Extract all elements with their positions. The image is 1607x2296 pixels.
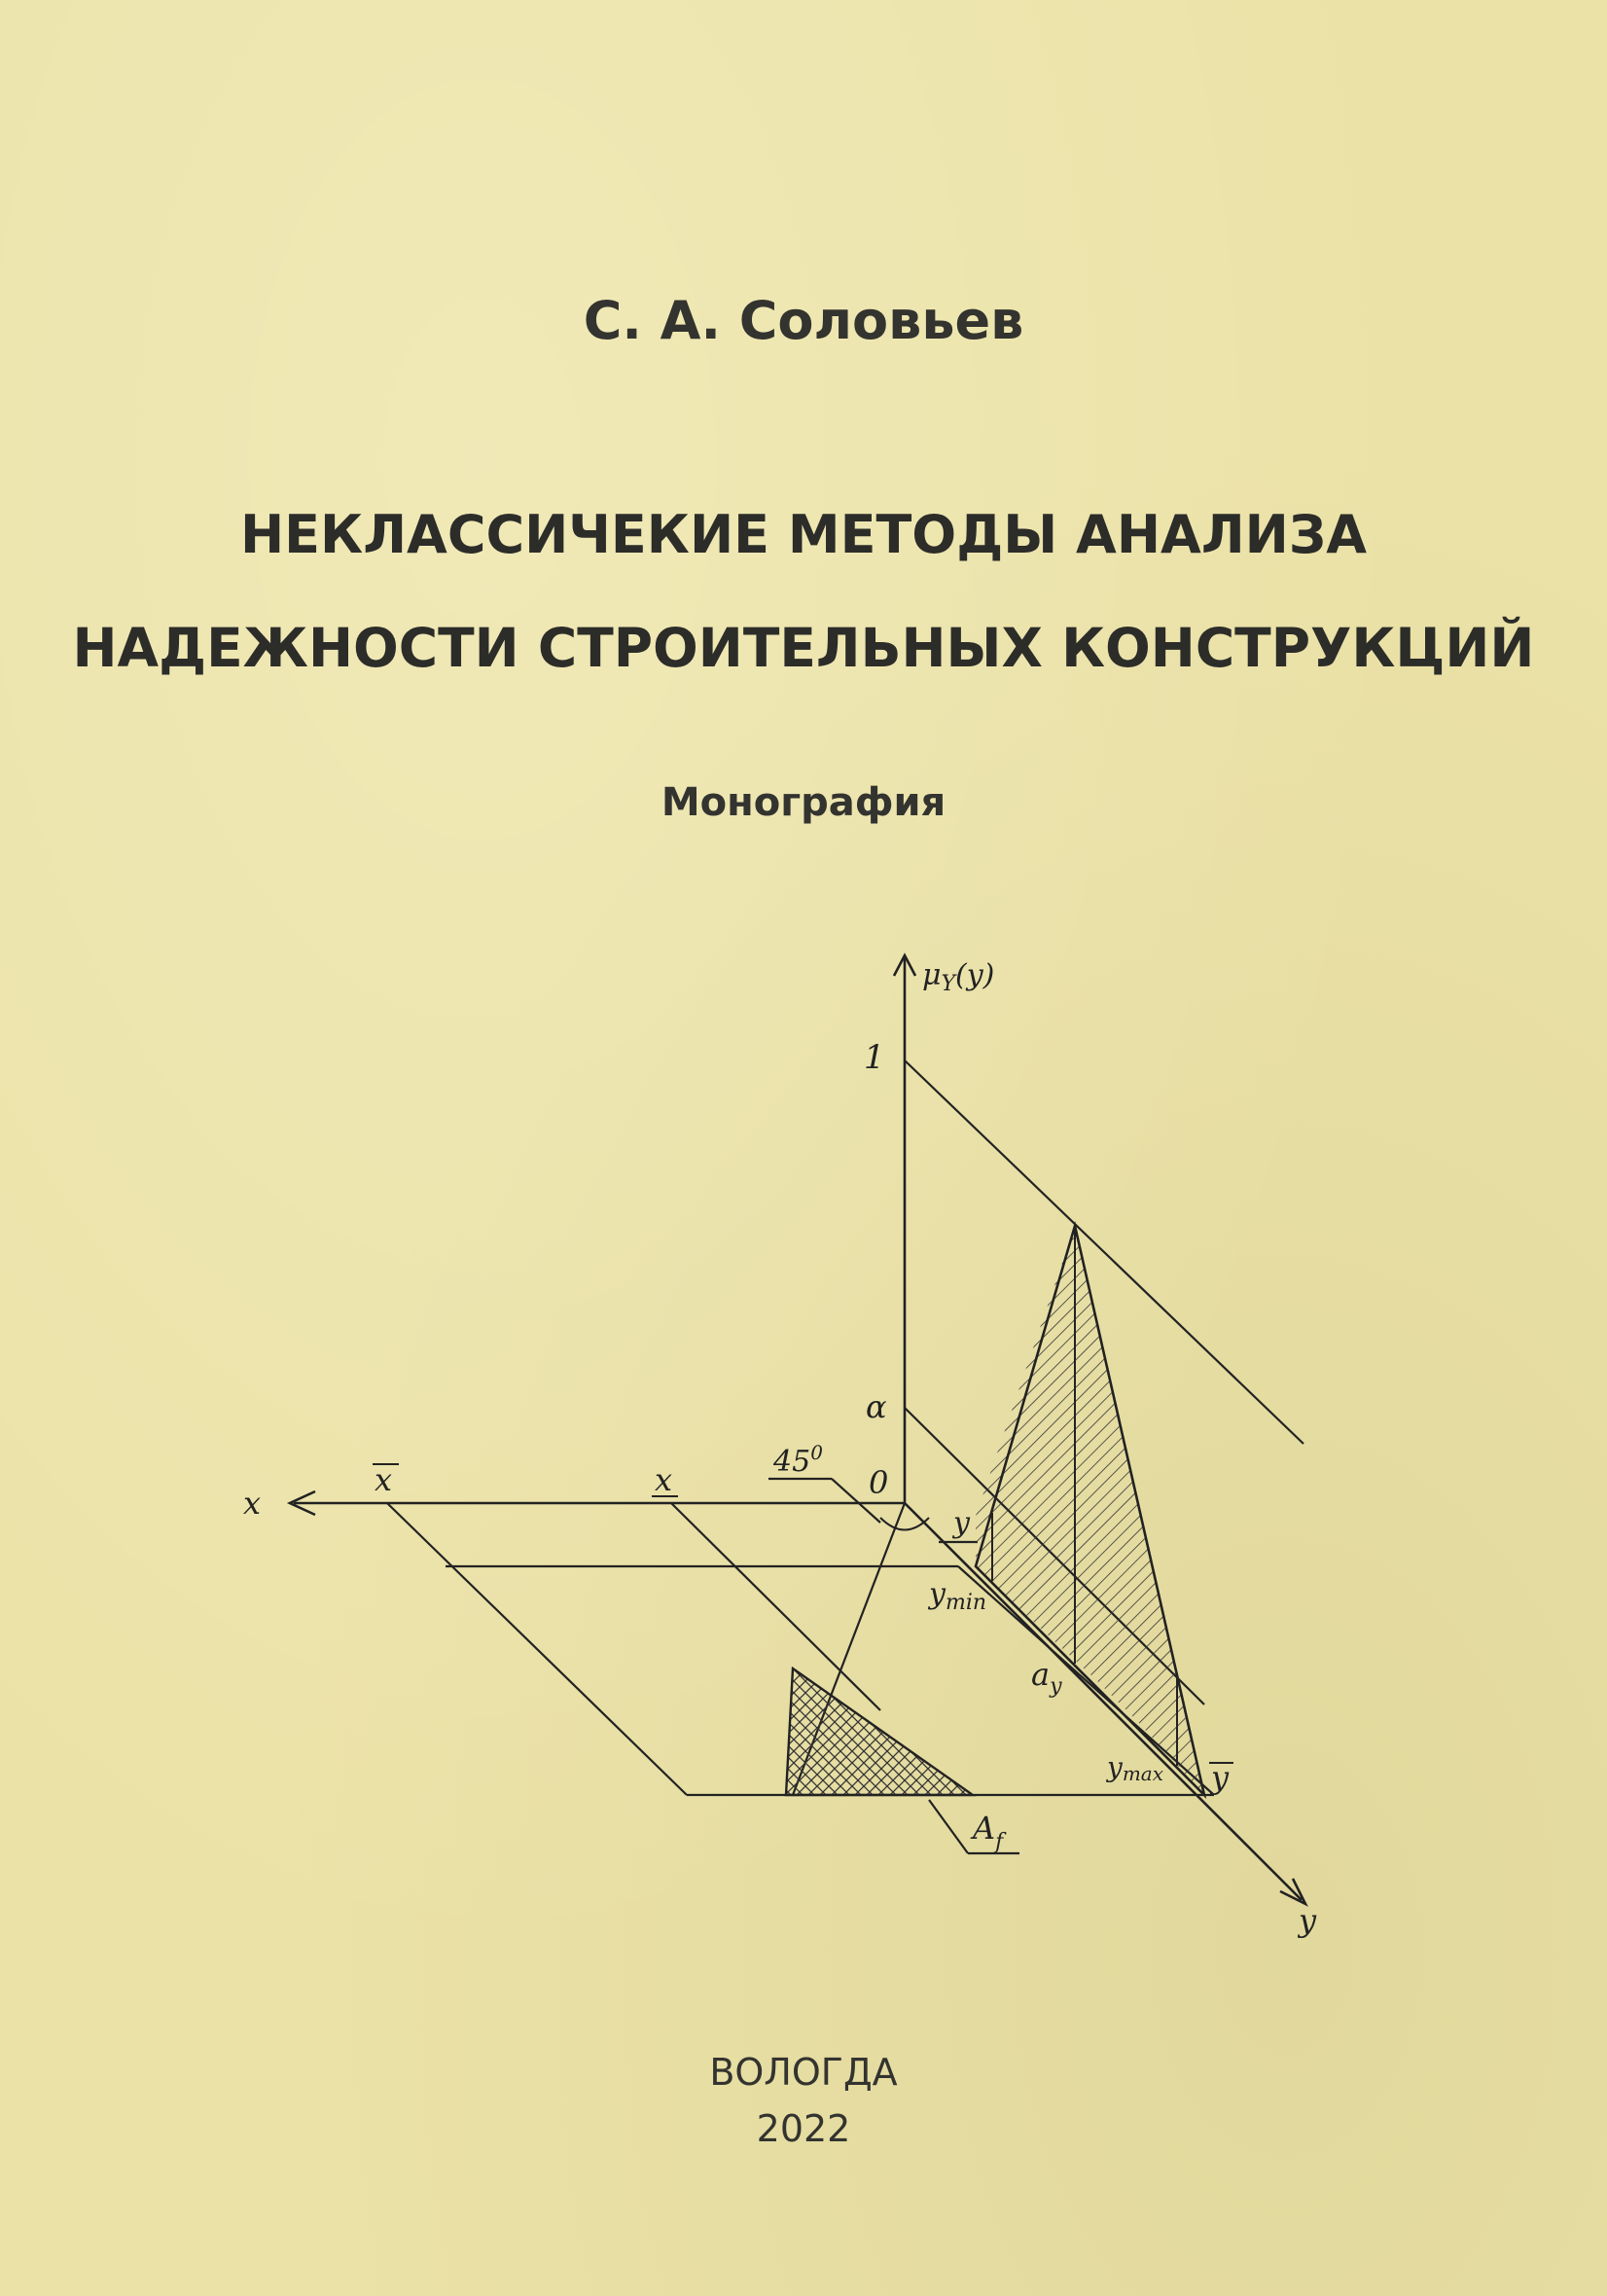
origin-label: 0 xyxy=(869,1464,889,1501)
mu-axis-label: $\mu_Y(y)$ xyxy=(922,958,995,996)
author-name: С. А. Соловьев xyxy=(583,290,1024,351)
ymin-label: $y_{min}$ xyxy=(929,1577,987,1615)
book-title-line-2: НАДЕЖНОСТИ СТРОИТЕЛЬНЫХ КОНСТРУКЦИЙ xyxy=(72,617,1535,679)
publication-city: ВОЛОГДА xyxy=(709,2051,898,2094)
y-axis-label: y xyxy=(1299,1902,1317,1939)
x-label: x xyxy=(655,1461,673,1498)
y-small-label: y xyxy=(953,1506,970,1540)
x-bar-line xyxy=(387,1503,687,1795)
af-label: $A_f$ xyxy=(973,1810,1004,1854)
af-leader xyxy=(929,1800,968,1853)
failure-region-crosshatch xyxy=(786,1668,973,1795)
x-bar-label: x xyxy=(375,1461,393,1498)
ay-label: $a_y$ xyxy=(1031,1656,1062,1699)
alpha-label: α xyxy=(866,1388,887,1425)
book-title-line-1: НЕКЛАССИЧЕКИЕ МЕТОДЫ АНАЛИЗА xyxy=(239,504,1368,565)
membership-triangle-hatch xyxy=(976,1226,1204,1795)
ymax-label: ymax xyxy=(1107,1751,1163,1785)
level-one-label: 1 xyxy=(864,1038,885,1077)
angle-label: $45^0$ xyxy=(773,1441,823,1479)
y-bar-label: y xyxy=(1211,1759,1230,1796)
publication-year: 2022 xyxy=(756,2107,851,2150)
diagram-labels xyxy=(243,958,1317,1939)
x-line xyxy=(671,1503,880,1710)
x-axis-label: x xyxy=(243,1485,262,1522)
book-genre: Монография xyxy=(661,780,946,825)
